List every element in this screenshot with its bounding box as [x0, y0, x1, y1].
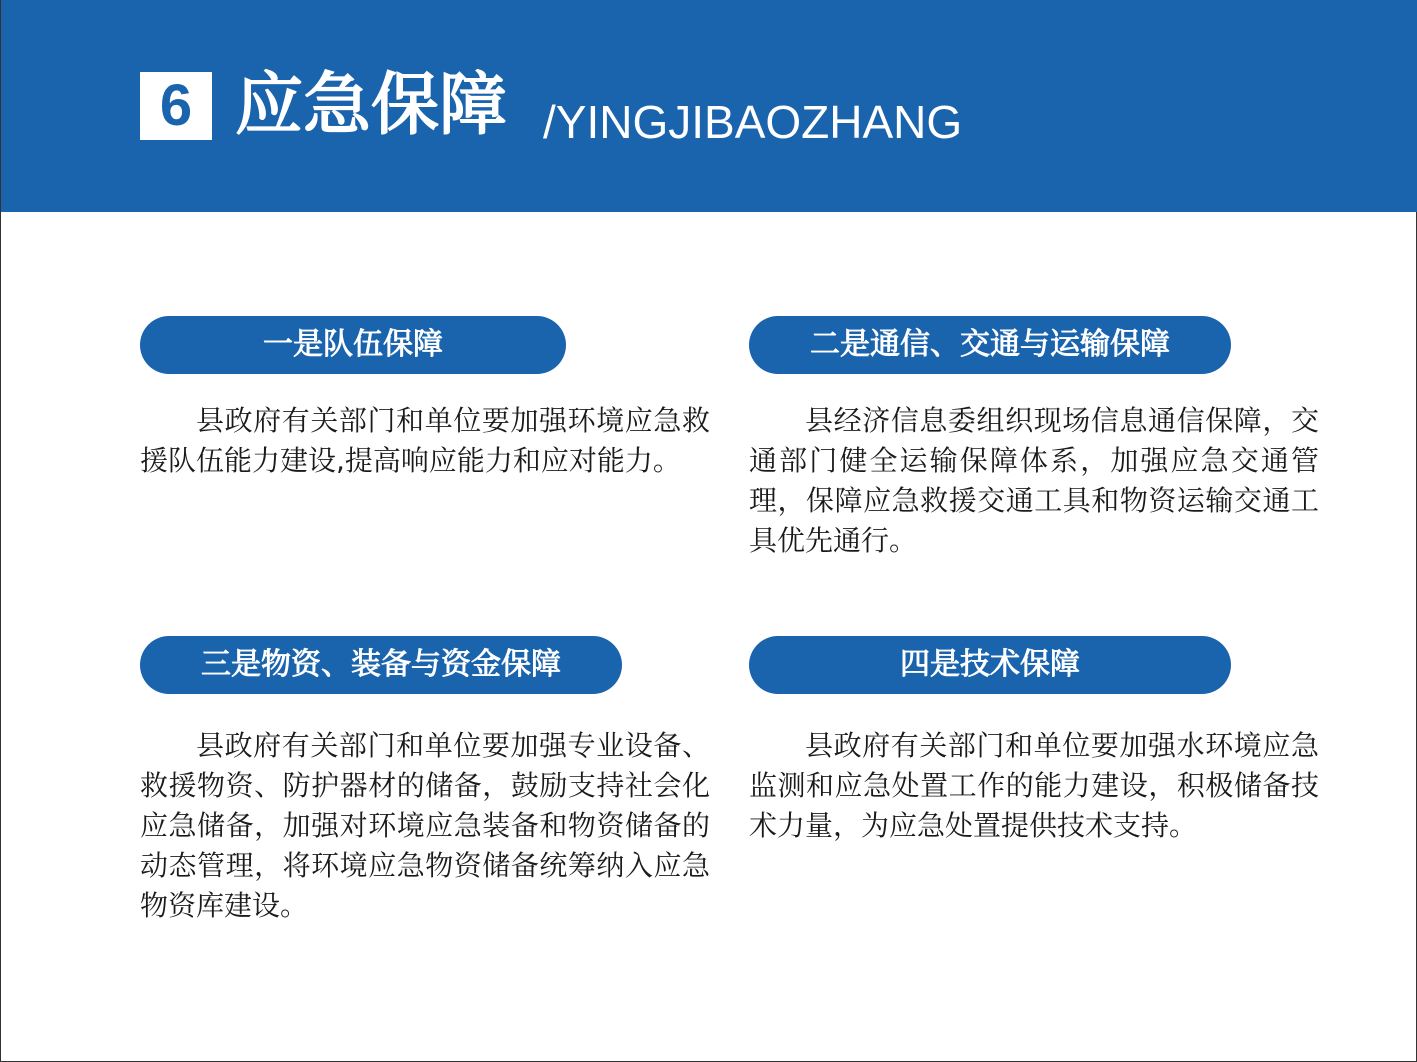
section-body-technology: 县政府有关部门和单位要加强水环境应急监测和应急处置工作的能力建设，积极储备技术力量，为应急处置提供技术支持。	[749, 729, 1319, 842]
section-heading-technology: 四是技术保障	[749, 636, 1231, 694]
header-banner	[1, 0, 1417, 212]
section-heading-team: 一是队伍保障	[140, 316, 566, 374]
section-body-team: 县政府有关部门和单位要加强环境应急救援队伍能力建设,提高响应能力和应对能力。	[140, 404, 710, 477]
section-body-communication: 县经济信息委组织现场信息通信保障，交通部门健全运输保障体系，加强应急交通管理，保障应急救援交通工具和物资运输交通工具优先通行。	[749, 404, 1319, 557]
page-title: 应急保障	[235, 66, 508, 145]
section-body-materials: 县政府有关部门和单位要加强专业设备、救援物资、防护器材的储备，鼓励支持社会化应急储备，加强对环境应急装备和物资储备的动态管理，将环境应急物资储备统筹纳入应急物资库建设。	[140, 729, 710, 922]
page-subtitle-pinyin: /YINGJIBAOZHANG	[543, 96, 963, 148]
section-number-badge: 6	[140, 72, 212, 140]
section-heading-communication: 二是通信、交通与运输保障	[749, 316, 1231, 374]
section-heading-materials: 三是物资、装备与资金保障	[140, 636, 622, 694]
